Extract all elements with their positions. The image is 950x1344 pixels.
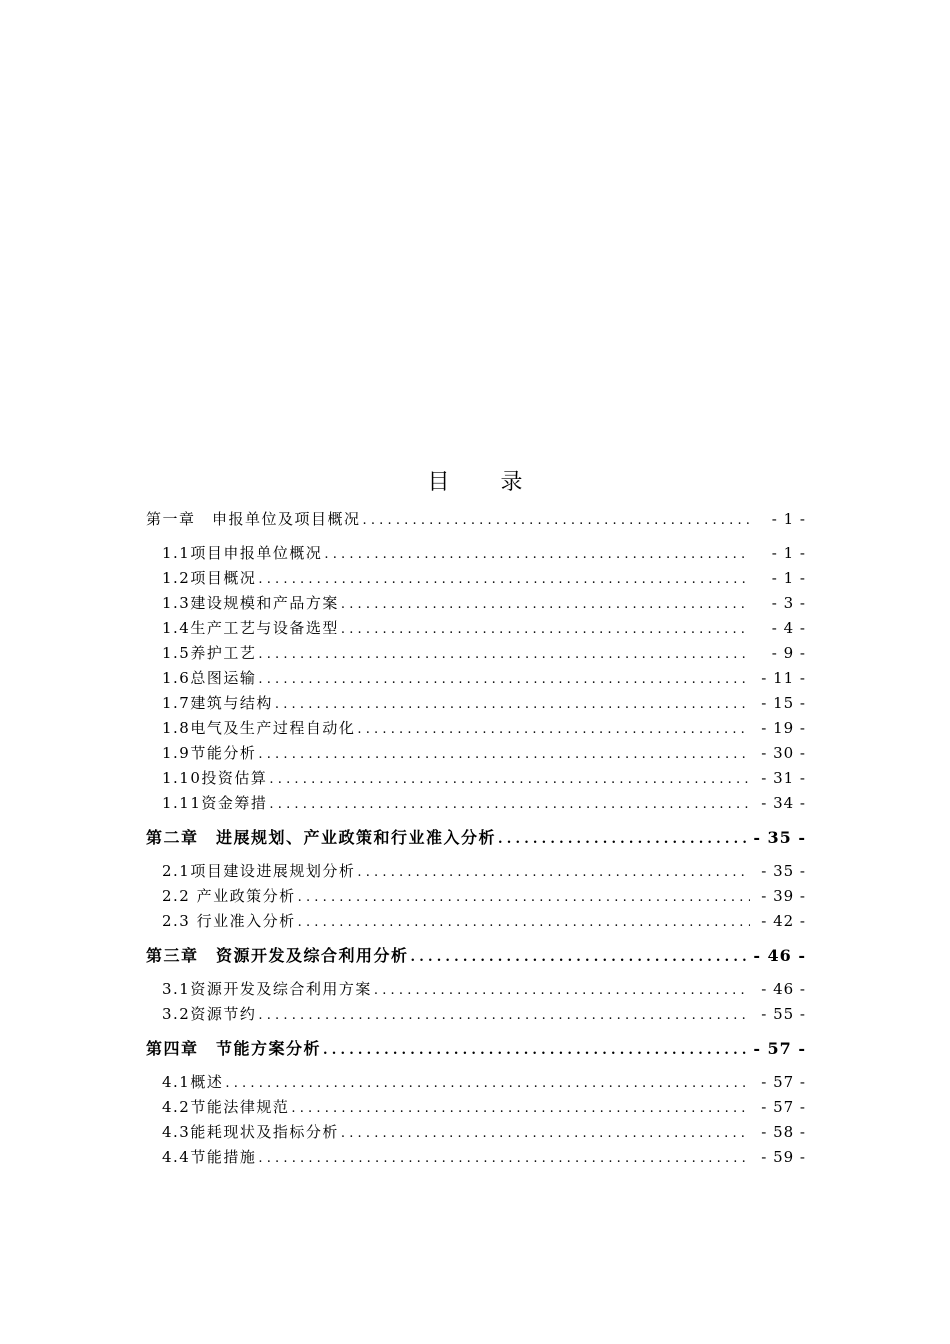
toc-entry-label: 3.1资源开发及综合利用方案 <box>162 980 372 998</box>
toc-entry-section[interactable] <box>146 977 806 1002</box>
toc-entry-page: - 55 - <box>761 1005 806 1023</box>
dot-leader <box>256 742 750 767</box>
toc-entry-label: 第四章 节能方案分析 <box>146 1039 322 1058</box>
dot-leader <box>339 1121 750 1146</box>
toc-entry-label: 1.7建筑与结构 <box>162 694 273 712</box>
toc-entry-section[interactable] <box>146 909 806 934</box>
toc-entry-section[interactable] <box>146 884 806 909</box>
toc-entry-chapter-3[interactable] <box>146 943 806 968</box>
toc-entry-page: - 15 - <box>761 694 806 712</box>
dot-leader <box>256 1003 750 1028</box>
toc-entry-section[interactable] <box>146 1002 806 1027</box>
toc-entry-page: - 30 - <box>761 744 806 762</box>
toc-entry-page: - 39 - <box>761 887 806 905</box>
toc-entry-section[interactable] <box>146 1120 806 1145</box>
dot-leader <box>496 827 750 852</box>
toc-entry-section[interactable] <box>146 541 806 566</box>
toc-entry-chapter-4[interactable] <box>146 1036 806 1061</box>
dot-leader <box>321 1038 750 1063</box>
dot-leader <box>296 910 750 935</box>
toc-entry-label: 1.11资金筹措 <box>162 794 268 812</box>
toc-entry-label: 4.1概述 <box>162 1073 224 1091</box>
toc-entry-section[interactable] <box>146 1095 806 1120</box>
toc-entry-label: 1.10投资估算 <box>162 769 268 787</box>
toc-entry-page: - 35 - <box>761 862 806 880</box>
dot-leader <box>322 542 750 567</box>
dot-leader <box>256 567 750 592</box>
toc-entry-page: - 19 - <box>761 719 806 737</box>
toc-entry-page: - 35 - <box>753 828 806 847</box>
toc-entry-page: - 11 - <box>761 669 806 687</box>
toc-entry-page: - 9 - <box>771 644 806 662</box>
toc-entry-label: 1.1项目申报单位概况 <box>162 544 323 562</box>
dot-leader <box>339 617 750 642</box>
toc-entry-label: 第三章 资源开发及综合利用分析 <box>146 946 409 965</box>
toc-entry-page: - 46 - <box>753 946 806 965</box>
toc-entry-page: - 59 - <box>761 1148 806 1166</box>
toc-entry-label: 1.2项目概况 <box>162 569 257 587</box>
dot-leader <box>409 945 750 970</box>
dot-leader <box>372 978 750 1003</box>
toc-entry-page: - 57 - <box>753 1039 806 1058</box>
toc-entry-page: - 46 - <box>761 980 806 998</box>
toc-entry-label: 1.9节能分析 <box>162 744 257 762</box>
toc-entry-section[interactable] <box>146 1145 806 1170</box>
toc-title: 目 录 <box>427 470 545 495</box>
toc-entry-page: - 1 - <box>771 510 806 528</box>
dot-leader <box>289 1096 750 1121</box>
toc-entry-section[interactable] <box>146 641 806 666</box>
toc-entry-chapter-2[interactable] <box>146 825 806 850</box>
toc-entry-section[interactable] <box>146 591 806 616</box>
toc-entry-section[interactable] <box>146 741 806 766</box>
toc-entry-label: 1.4生产工艺与设备选型 <box>162 619 339 637</box>
toc-entry-page: - 58 - <box>761 1123 806 1141</box>
toc-entry-section[interactable] <box>146 859 806 884</box>
toc-entry-label: 1.6总图运输 <box>162 669 257 687</box>
toc-entry-page: - 1 - <box>771 544 806 562</box>
toc-entry-label: 4.4节能措施 <box>162 1148 257 1166</box>
toc-entry-section[interactable] <box>146 666 806 691</box>
dot-leader <box>355 860 750 885</box>
toc-entry-section[interactable] <box>146 566 806 591</box>
toc-entry-section[interactable] <box>146 1070 806 1095</box>
dot-leader <box>361 508 750 533</box>
toc-entry-label: 3.2资源节约 <box>162 1005 257 1023</box>
toc-entry-label: 2.2 产业政策分析 <box>162 887 296 905</box>
toc-entry-label: 1.5养护工艺 <box>162 644 257 662</box>
toc-entry-page: - 34 - <box>761 794 806 812</box>
toc-entry-label: 1.3建设规模和产品方案 <box>162 594 339 612</box>
dot-leader <box>223 1071 750 1096</box>
dot-leader <box>267 792 750 817</box>
dot-leader <box>256 1146 750 1171</box>
toc-entry-page: - 57 - <box>761 1073 806 1091</box>
toc-entry-section[interactable] <box>146 791 806 816</box>
dot-leader <box>355 717 750 742</box>
toc-entry-page: - 4 - <box>771 619 806 637</box>
toc-entry-page: - 1 - <box>771 569 806 587</box>
toc-entry-label: 4.3能耗现状及指标分析 <box>162 1123 339 1141</box>
toc-entry-label: 2.3 行业准入分析 <box>162 912 296 930</box>
toc-entry-label: 第二章 进展规划、产业政策和行业准入分析 <box>146 828 497 847</box>
table-of-contents <box>146 505 806 1170</box>
dot-leader <box>273 692 750 717</box>
toc-entry-chapter-1[interactable] <box>146 507 806 532</box>
toc-entry-page: - 31 - <box>761 769 806 787</box>
toc-entry-page: - 3 - <box>771 594 806 612</box>
dot-leader <box>267 767 750 792</box>
dot-leader <box>256 667 750 692</box>
toc-entry-section[interactable] <box>146 691 806 716</box>
toc-entry-label: 4.2节能法律规范 <box>162 1098 290 1116</box>
dot-leader <box>296 885 750 910</box>
toc-entry-label: 2.1项目建设进展规划分析 <box>162 862 356 880</box>
toc-entry-section[interactable] <box>146 766 806 791</box>
dot-leader <box>339 592 750 617</box>
toc-entry-label: 1.8电气及生产过程自动化 <box>162 719 356 737</box>
toc-entry-section[interactable] <box>146 616 806 641</box>
toc-entry-page: - 42 - <box>761 912 806 930</box>
dot-leader <box>256 642 750 667</box>
toc-entry-section[interactable] <box>146 716 806 741</box>
toc-entry-page: - 57 - <box>761 1098 806 1116</box>
toc-entry-label: 第一章 申报单位及项目概况 <box>146 510 361 528</box>
